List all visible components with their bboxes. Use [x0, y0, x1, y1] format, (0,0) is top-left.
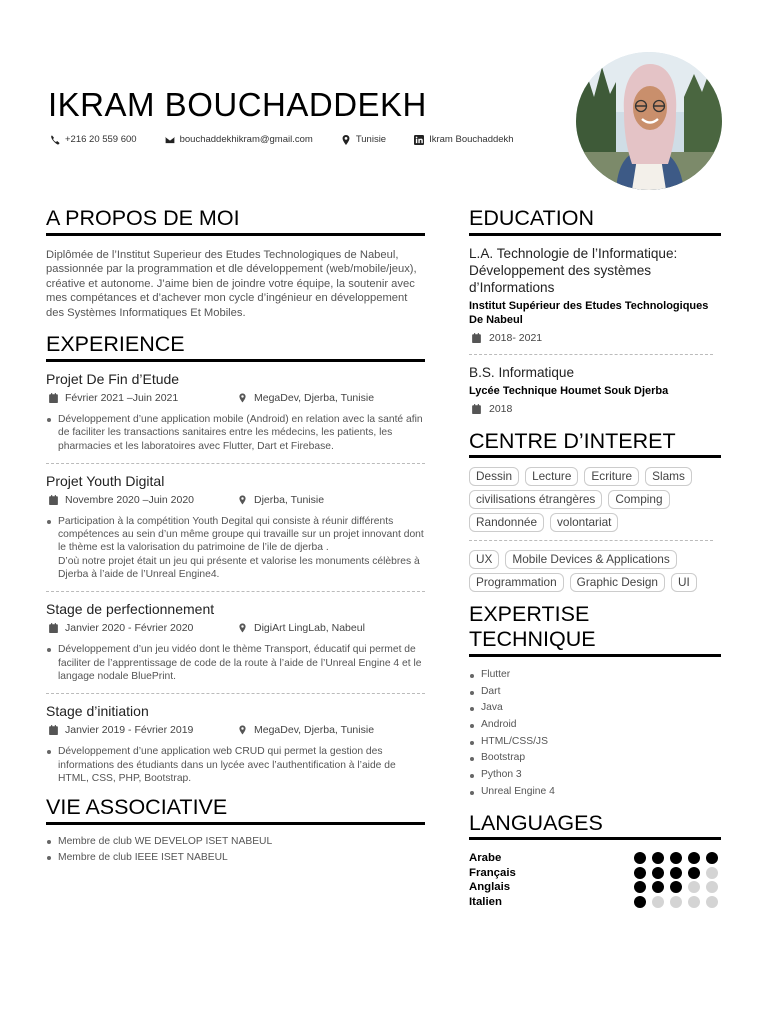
- map-pin-icon: [238, 393, 247, 403]
- map-pin-icon: [341, 135, 351, 145]
- education-degree: B.S. Informatique: [469, 364, 575, 380]
- level-dot-filled: [652, 867, 664, 879]
- experience-item-title: Stage d’initiation: [46, 703, 149, 720]
- interest-tag: Mobile Devices & Applications: [505, 550, 676, 569]
- language-row: [469, 895, 721, 910]
- list-item: Dart: [469, 684, 721, 701]
- level-dot-filled: [634, 852, 646, 864]
- location-text: Tunisie: [355, 134, 387, 145]
- language-row: [469, 851, 721, 866]
- level-dot-empty: [688, 881, 700, 893]
- experience-item-date: Novembre 2020 –Juin 2020: [65, 493, 195, 506]
- education-date: 2018: [489, 402, 513, 415]
- level-dot-filled: [688, 852, 700, 864]
- languages-title: LANGUAGES: [469, 811, 721, 841]
- level-dot-filled: [634, 896, 646, 908]
- interest-tag: volontariat: [550, 513, 618, 532]
- experience-item: [46, 601, 425, 694]
- experience-title: EXPERIENCE: [46, 332, 425, 362]
- linkedin-icon: [414, 135, 424, 145]
- list-item: Bootstrap: [469, 750, 721, 767]
- level-dot-filled: [652, 881, 664, 893]
- experience-item-description: [46, 515, 425, 581]
- level-dot-empty: [652, 896, 664, 908]
- education-degree: L.A. Technologie de l’Informatique: Développement des systèmes d’Informations: [469, 245, 678, 295]
- list-item: Flutter: [469, 667, 721, 684]
- languages-list: [469, 851, 721, 909]
- experience-item-date: Février 2021 –Juin 2021: [65, 391, 179, 404]
- language-level: [634, 852, 718, 864]
- list-item: Membre de club IEEE ISET NABEUL: [46, 851, 425, 864]
- calendar-icon: [472, 404, 481, 414]
- interest-tags-group-1: [469, 467, 721, 532]
- interest-tag: UX: [469, 550, 499, 569]
- education-school: Lycée Technique Houmet Souk Djerba: [469, 384, 669, 397]
- calendar-icon: [472, 333, 481, 343]
- level-dot-empty: [706, 867, 718, 879]
- list-item: Membre de club WE DEVELOP ISET NABEUL: [46, 835, 425, 848]
- language-row: [469, 880, 721, 895]
- right-column: [469, 206, 721, 909]
- list-item: Python 3: [469, 767, 721, 784]
- language-level: [634, 867, 718, 879]
- language-name: Français: [469, 866, 516, 879]
- calendar-icon: [49, 623, 58, 633]
- divider: [469, 540, 713, 541]
- experience-item-date: Janvier 2019 - Février 2019: [65, 724, 194, 737]
- language-level: [634, 896, 718, 908]
- interest-tag: Dessin: [469, 467, 519, 486]
- phone-icon: [50, 135, 60, 145]
- experience-item: [46, 371, 425, 464]
- experience-item-description: Développement d’une application web CRUD qui permet la gestion des informations des étudiants dans un lycée avec l’authentification à l’aide de HTML, CSS, PHP, Bootstrap.: [46, 745, 425, 785]
- experience-item-description-part1: Participation à la compétition Youth Degital qui consiste à réunir différents compétences au sein d’un même groupe qui travaille sur un projet innovant dont le thème est la valorisation du patrimoine de l’ile de djerba .: [58, 515, 424, 554]
- expertise-list: [469, 667, 721, 801]
- experience-item: [46, 473, 425, 592]
- list-item: Android: [469, 717, 721, 734]
- associative-list: [46, 835, 425, 865]
- experience-item-title: Projet Youth Digital: [46, 472, 165, 489]
- experience-item-title: Stage de perfectionnement: [46, 601, 215, 618]
- associative-title: VIE ASSOCIATIVE: [46, 795, 425, 825]
- level-dot-filled: [706, 852, 718, 864]
- map-pin-icon: [238, 725, 247, 735]
- education-school: Institut Supérieur des Etudes Technologiques De Nabeul: [469, 299, 709, 326]
- interests-title: CENTRE D’INTERET: [469, 429, 721, 459]
- level-dot-filled: [634, 867, 646, 879]
- experience-item-title: Projet De Fin d’Etude: [46, 370, 180, 387]
- level-dot-filled: [652, 852, 664, 864]
- language-level: [634, 881, 718, 893]
- expertise-title: EXPERTISE TECHNIQUE: [469, 602, 721, 656]
- about-title: A PROPOS DE MOI: [46, 206, 425, 236]
- phone-number[interactable]: +216 20 559 600: [65, 134, 137, 145]
- list-item: Unreal Engine 4: [469, 784, 721, 801]
- interest-tag: Slams: [645, 467, 692, 486]
- language-name: Italien: [469, 895, 502, 908]
- calendar-icon: [49, 495, 58, 505]
- email-address[interactable]: bouchaddekhikram@gmail.com: [179, 134, 313, 145]
- language-name: Anglais: [469, 881, 511, 894]
- experience-item-description: Développement d’une application mobile (Android) en relation avec la santé afin de faciliter les transactions sanitaires entre les médecins, les patients, les pharmacies et les laboratoires avec Flutter, Dart et Firebase.: [46, 413, 425, 453]
- contact-linkedin: [414, 134, 514, 145]
- list-item: HTML/CSS/JS: [469, 734, 721, 751]
- education-item: [469, 364, 721, 425]
- level-dot-empty: [706, 881, 718, 893]
- experience-item-location: Djerba, Tunisie: [254, 493, 325, 506]
- language-name: Arabe: [469, 852, 502, 865]
- education-date: 2018- 2021: [489, 331, 543, 344]
- level-dot-empty: [688, 896, 700, 908]
- experience-item-description-part2: D’où notre projet était un jeu qui présente et valorise les monuments célèbres à Djerba à l’aide de l’Unreal Engine4.: [58, 555, 420, 581]
- interest-tag: UI: [671, 573, 697, 592]
- candidate-name: IKRAM BOUCHADDEKH: [48, 86, 427, 123]
- experience-item-date: Janvier 2020 - Février 2020: [65, 622, 194, 635]
- interest-tag: Lecture: [525, 467, 578, 486]
- interest-tags-group-2: [469, 550, 721, 592]
- interest-tag: Graphic Design: [570, 573, 665, 592]
- about-text: Diplômée de l’Institut Superieur des Etudes Technologiques de Nabeul, passionnée par la programmation et dle développement (web/mobile/jeux), créative et autonome. J’aime bien de joindre votre équipe, la soutenir avec mes compétances et d’achever mon cycle d’ingénieur en développement des Systèmes Informatiques Et Mobiles.: [46, 248, 417, 319]
- left-column: [46, 206, 425, 864]
- interest-tag: civilisations étrangères: [469, 490, 602, 509]
- profile-photo: [576, 52, 722, 190]
- interest-tag: Programmation: [469, 573, 564, 592]
- interest-tag: Randonnée: [469, 513, 544, 532]
- level-dot-filled: [670, 881, 682, 893]
- calendar-icon: [49, 393, 58, 403]
- envelope-icon: [165, 135, 175, 145]
- linkedin-profile[interactable]: Ikram Bouchaddekh: [429, 134, 514, 145]
- education-title: EDUCATION: [469, 206, 721, 236]
- level-dot-filled: [670, 852, 682, 864]
- education-item: [469, 245, 713, 355]
- experience-item-description: Développement d’un jeu vidéo dont le thème Transport, éducatif qui permet de faciliter de l’apprentissage de code de la route à l’aide de l’Unreal Engine 4 et le langage nodale BluePrint.: [46, 643, 425, 683]
- level-dot-empty: [670, 896, 682, 908]
- contact-location: [341, 134, 386, 145]
- contact-bar: [50, 134, 514, 145]
- level-dot-filled: [670, 867, 682, 879]
- experience-item: [46, 703, 425, 795]
- map-pin-icon: [238, 623, 247, 633]
- experience-item-location: MegaDev, Djerba, Tunisie: [254, 724, 375, 737]
- calendar-icon: [49, 725, 58, 735]
- interest-tag: Ecriture: [584, 467, 639, 486]
- interest-tag: Comping: [608, 490, 669, 509]
- experience-item-location: MegaDev, Djerba, Tunisie: [254, 391, 375, 404]
- level-dot-empty: [706, 896, 718, 908]
- list-item: Java: [469, 700, 721, 717]
- level-dot-filled: [634, 881, 646, 893]
- contact-email: [165, 134, 313, 145]
- map-pin-icon: [238, 495, 247, 505]
- language-row: [469, 866, 721, 881]
- level-dot-filled: [688, 867, 700, 879]
- experience-item-location: DigiArt LingLab, Nabeul: [254, 622, 365, 635]
- contact-phone: [50, 134, 137, 145]
